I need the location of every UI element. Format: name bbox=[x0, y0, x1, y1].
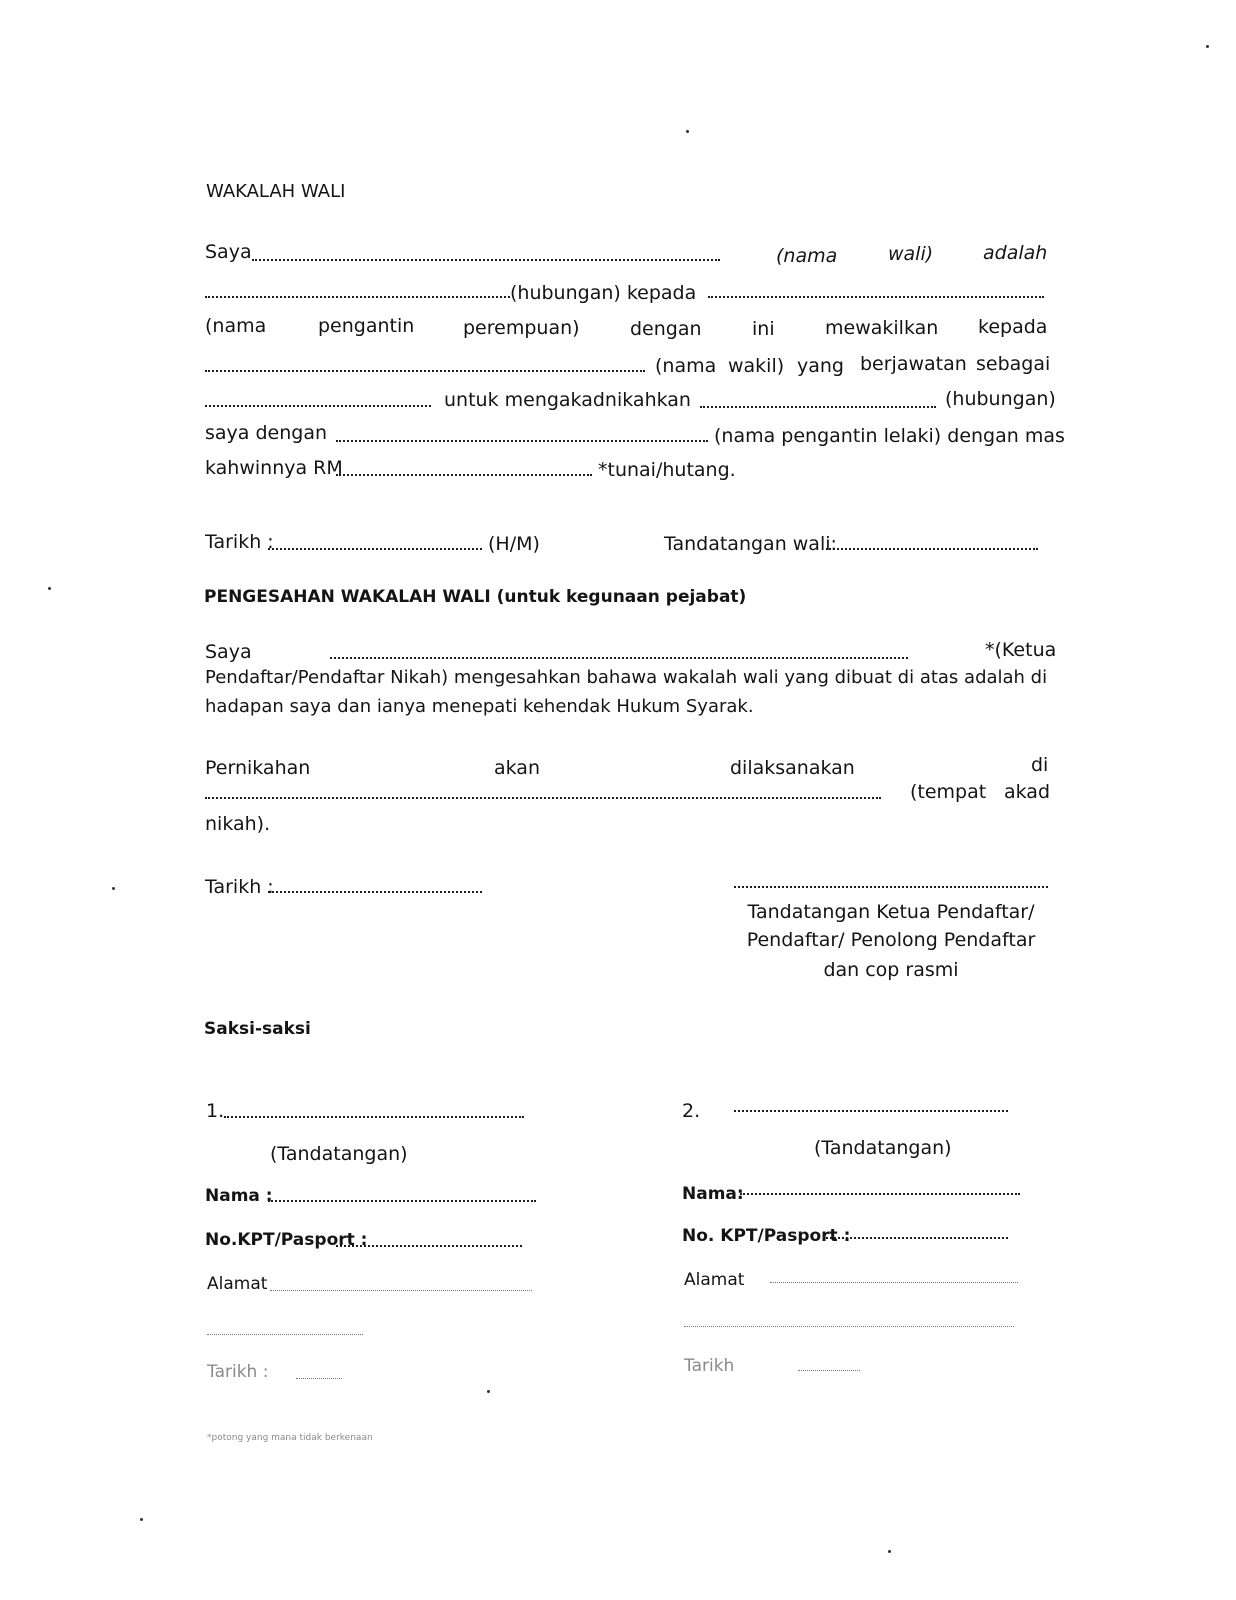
witness1-alamat-field bbox=[270, 1290, 532, 1291]
hm-label: (H/M) bbox=[488, 533, 540, 555]
witness1-alamat-field-2 bbox=[207, 1334, 363, 1335]
hubungan-kepada-label: (hubungan) kepada bbox=[510, 282, 697, 304]
nama-lelaki-label: (nama pengantin lelaki) dengan mas bbox=[714, 425, 1065, 447]
ketua-label: *(Ketua bbox=[985, 639, 1057, 661]
nama-wali-label: (nama bbox=[776, 245, 838, 267]
perempuan-label: perempuan) bbox=[463, 317, 580, 339]
witness1-nama-label: Nama : bbox=[205, 1186, 273, 1206]
witness1-tarikh-field bbox=[296, 1378, 342, 1379]
tarikh-field bbox=[268, 548, 482, 550]
witness2-alamat-field bbox=[770, 1282, 1018, 1283]
dilaksanakan-label: dilaksanakan bbox=[730, 757, 855, 779]
wakalah-saya: Saya bbox=[205, 241, 252, 263]
tandatangan-wali-label: Tandatangan wali: bbox=[664, 533, 837, 555]
tempat-akad-field bbox=[205, 797, 881, 799]
tarikh-label: Tarikh : bbox=[205, 531, 274, 553]
pengesahan-heading: PENGESAHAN WAKALAH WALI (untuk kegunaan pejabat) bbox=[204, 587, 747, 607]
pengesahan-line3: hadapan saya dan ianya menepati kehendak Hukum Syarak. bbox=[205, 696, 754, 717]
saksi-heading: Saksi-saksi bbox=[204, 1019, 311, 1039]
scan-speck bbox=[140, 1518, 143, 1521]
witness1-signature-field bbox=[224, 1116, 524, 1118]
sebagai-label: sebagai bbox=[976, 353, 1051, 375]
witness2-number: 2. bbox=[682, 1100, 701, 1122]
witness2-tarikh-field bbox=[798, 1370, 860, 1371]
akad-label: akad bbox=[1004, 781, 1051, 803]
scan-speck bbox=[487, 1390, 490, 1393]
jawatan-field bbox=[205, 405, 431, 407]
witness2-alamat-field-2 bbox=[684, 1326, 1014, 1327]
ini-label: ini bbox=[752, 318, 775, 340]
hubungan2-field bbox=[700, 406, 936, 408]
witness1-number: 1. bbox=[206, 1100, 225, 1122]
witness1-tarikh-label: Tarikh : bbox=[207, 1362, 269, 1382]
yang-label: yang bbox=[797, 355, 844, 377]
berjawatan-label: berjawatan bbox=[860, 353, 967, 375]
witness2-nama-label: Nama: bbox=[682, 1184, 744, 1204]
nama-label: (nama bbox=[205, 315, 267, 337]
mas-kahwin-field bbox=[336, 474, 592, 476]
scan-speck bbox=[1206, 45, 1209, 48]
nikah-label: nikah). bbox=[205, 813, 271, 835]
scan-speck bbox=[112, 887, 115, 890]
witness2-tandatangan: (Tandatangan) bbox=[814, 1137, 952, 1159]
witness2-kpt-field bbox=[826, 1237, 1008, 1239]
witness1-nama-field bbox=[268, 1200, 536, 1202]
nama-pendaftar-field bbox=[330, 657, 908, 659]
tempat-label: (tempat bbox=[910, 781, 987, 803]
nama-wakil-field bbox=[205, 370, 645, 372]
signature-caption-2: Pendaftar/ Penolong Pendaftar bbox=[746, 929, 1036, 951]
untuk-mengakad-label: untuk mengakadnikahkan bbox=[444, 389, 691, 411]
witness2-signature-field bbox=[734, 1110, 1008, 1112]
kahwinnya-label: kahwinnya RM bbox=[205, 457, 343, 479]
pendaftar-signature-field bbox=[734, 886, 1048, 888]
di-label: di bbox=[1031, 754, 1049, 776]
saya-dengan-label: saya dengan bbox=[205, 422, 328, 444]
witness2-nama-field bbox=[740, 1193, 1020, 1195]
pernikahan-label: Pernikahan bbox=[205, 757, 311, 779]
nama-perempuan-field bbox=[708, 296, 1044, 298]
witness2-kpt-label: No. KPT/Pasport : bbox=[682, 1226, 851, 1246]
mewakilkan-label: mewakilkan bbox=[825, 317, 939, 339]
akan-label: akan bbox=[494, 757, 540, 779]
scan-speck bbox=[686, 130, 689, 133]
signature-caption-1: Tandatangan Ketua Pendaftar/ bbox=[747, 901, 1035, 923]
witness1-kpt-label: No.KPT/Pasport : bbox=[205, 1230, 368, 1250]
witness1-tandatangan: (Tandatangan) bbox=[270, 1143, 408, 1165]
footer-note: *potong yang mana tidak berkenaan bbox=[207, 1433, 373, 1443]
pengesahan-tarikh-field bbox=[268, 891, 482, 893]
adalah-label: adalah bbox=[983, 242, 1048, 264]
witness1-alamat-label: Alamat bbox=[207, 1274, 268, 1294]
form-title: WAKALAH WALI bbox=[206, 181, 346, 202]
nama-wali-field bbox=[252, 259, 720, 261]
witness1-kpt-field bbox=[336, 1245, 522, 1247]
kepada-label: kepada bbox=[978, 316, 1048, 338]
scan-speck bbox=[48, 587, 51, 590]
wakil-label: wakil) bbox=[728, 355, 785, 377]
signature-caption-3: dan cop rasmi bbox=[823, 959, 959, 981]
dengan-label: dengan bbox=[630, 318, 702, 340]
hubungan2-label: (hubungan) bbox=[945, 388, 1056, 410]
scan-speck bbox=[888, 1550, 891, 1553]
pengesahan-line2: Pendaftar/Pendaftar Nikah) mengesahkan bahawa wakalah wali yang dibuat di atas adalah di bbox=[205, 667, 1048, 688]
pengantin-label: pengantin bbox=[318, 315, 415, 337]
tandatangan-wali-field bbox=[826, 548, 1038, 550]
pengesahan-saya: Saya bbox=[205, 641, 252, 663]
nama-wakil-label: (nama bbox=[655, 355, 717, 377]
hubungan-field bbox=[205, 296, 510, 298]
witness2-alamat-label: Alamat bbox=[684, 1270, 745, 1290]
nama-lelaki-field bbox=[336, 440, 708, 442]
wali-label: wali) bbox=[888, 243, 934, 265]
tunai-hutang-label: *tunai/hutang. bbox=[598, 459, 736, 481]
witness2-tarikh-label: Tarikh bbox=[684, 1356, 735, 1376]
pengesahan-tarikh-label: Tarikh : bbox=[205, 876, 274, 898]
